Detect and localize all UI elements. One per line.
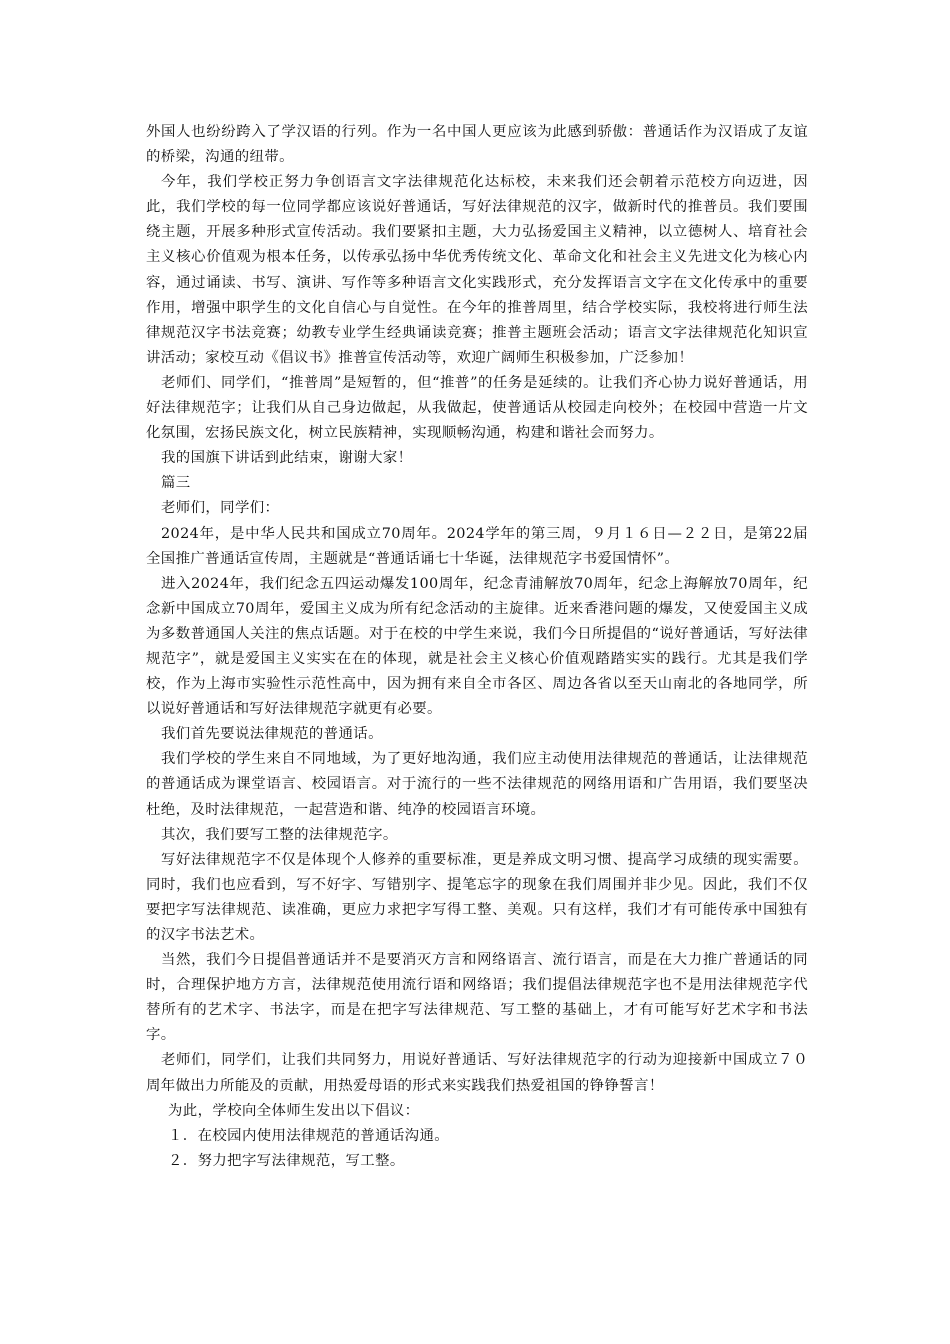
- paragraph-11: 其次，我们要写工整的法律规范字。: [161, 826, 398, 843]
- paragraph-9: 我们首先要说法律规范的普通话。: [161, 726, 383, 743]
- paragraph-13: 当然，我们今日提倡普通话并不是要消灭方言和网络语言、流行语言，而是在大力推广普通话的同时，合理保护地方方言，法律规范使用流行语和网络语；我们提倡法律规范字也不是用法律规范字代替所有的艺术字、书法字，而是在把字写法律规范、写工整的基础上，才有可能写好艺术字和书法字。: [146, 952, 808, 1044]
- paragraph-4: 我的国旗下讲话到此结束，谢谢大家！: [161, 450, 413, 467]
- paragraph-1: 外国人也纷纷跨入了学汉语的行列。作为一名中国人更应该为此感到骄傲：普通话作为汉语成了友谊的桥梁，沟通的纽带。: [146, 124, 808, 166]
- paragraph-15: 为此，学校向全体师生发出以下倡议：: [168, 1102, 420, 1119]
- paragraph-10: 我们学校的学生来自不同地域，为了更好地沟通，我们应主动使用法律规范的普通话，让法律规范的普通话成为课堂语言、校园语言。对于流行的一些不法律规范的网络用语和广告用语，我们要坚决杜绝，及时法律规范，一起营造和谐、纯净的校园语言环境。: [146, 751, 808, 818]
- list-item-2: ２．努力把字写法律规范，写工整。: [168, 1152, 405, 1169]
- paragraph-8: 进入2024年，我们纪念五四运动爆发100周年，纪念青浦解放70周年，纪念上海解放70周年，纪念新中国成立70周年，爱国主义成为所有纪念活动的主旋律。近来香港问题的爆发，又使爱国主义成为多数普通国人关注的焦点话题。对于在校的中学生来说，我们今日所提倡的“说好普通话，写好法律规范字”，就是爱国主义实实在在的体现，就是社会主义核心价值观踏踏实实的践行。尤其是我们学校，作为上海市实验性示范性高中，因为拥有来自全市各区、周边各省以至天山南北的各地同学，所以说好普通话和写好法律规范字就更有必要。: [146, 575, 808, 718]
- document-page: [146, 120, 808, 1174]
- paragraph-2: 今年，我们学校正努力争创语言文字法律规范化达标校，未来我们还会朝着示范校方向迈进，因此，我们学校的每一位同学都应该说好普通话，写好法律规范的汉字，做新时代的推普员。我们要围绕主题，开展多种形式宣传活动。我们要紧扣主题，大力弘扬爱国主义精神，以立德树人、培育社会主义核心价值观为根本任务，以传承弘扬中华优秀传统文化、革命文化和社会主义先进文化为核心内容，通过诵读、书写、演讲、写作等多种语言文化实践形式，充分发挥语言文字在文化传承中的重要作用，增强中职学生的文化自信心与自觉性。在今年的推普周里，结合学校实际，我校将进行师生法律规范汉字书法竞赛；幼教专业学生经典诵读竞赛；推普主题班会活动；语言文字法律规范化知识宣讲活动；家校互动《倡议书》推普宣传活动等，欢迎广阔师生积极参加，广泛参加！: [146, 174, 808, 366]
- paragraph-12: 写好法律规范字不仅是体现个人修养的重要标准，更是养成文明习惯、提高学习成绩的现实需要。同时，我们也应看到，写不好字、写错别字、提笔忘字的现象在我们周围并非少见。因此，我们不仅要把字写法律规范、读准确，更应力求把字写得工整、美观。只有这样，我们才有可能传承中国独有的汉字书法艺术。: [146, 851, 808, 943]
- section-heading: 篇三: [161, 475, 191, 492]
- paragraph-3: 老师们、同学们，“推普周”是短暂的，但“推普”的任务是延续的。让我们齐心协力说好普通话，用好法律规范字；让我们从自己身边做起，从我做起，使普通话从校园走向校外；在校园中营造一片文化氛围，宏扬民族文化，树立民族精神，实现顺畅沟通，构建和谐社会而努力。: [146, 374, 808, 442]
- salutation: 老师们，同学们：: [161, 500, 280, 517]
- paragraph-14: 老师们，同学们，让我们共同努力，用说好普通话、写好法律规范字的行动为迎接新中国成立７０周年做出力所能及的贡献，用热爱母语的形式来实践我们热爱祖国的铮铮誓言！: [146, 1052, 808, 1094]
- list-item-1: １．在校园内使用法律规范的普通话沟通。: [168, 1127, 450, 1144]
- paragraph-7: 2024年，是中华人民共和国成立70周年。2024学年的第三周，９月１６日—２２日，是第22届全国推广普通话宣传周，主题就是“普通话诵七十华诞，法律规范字书爱国情怀”。: [146, 525, 808, 567]
